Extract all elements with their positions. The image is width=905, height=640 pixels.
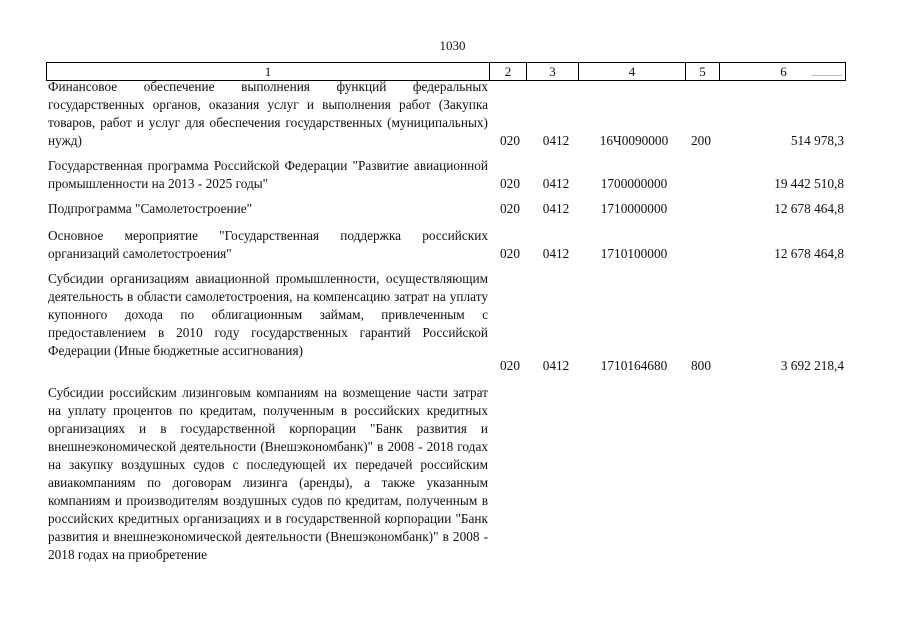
row-code-4: 16Ч0090000 <box>599 133 669 148</box>
row-amount: 12 678 464,8 <box>774 246 844 261</box>
scan-mark <box>812 75 842 76</box>
row-code-3: 0412 <box>542 176 570 191</box>
row-code-4: 1700000000 <box>600 176 668 191</box>
row-code-3: 0412 <box>542 246 570 261</box>
row-code-3: 0412 <box>542 201 570 216</box>
row-code-2: 020 <box>500 133 520 148</box>
row-code-5 <box>687 384 715 402</box>
row-code-4: 1710000000 <box>600 201 668 216</box>
row-amount: 19 442 510,8 <box>774 176 844 191</box>
row-description: Финансовое обеспечение выполнения функций федеральных государственных органов, оказания услуг и выполнения работ (Закупка товаров, работ и услуг для обеспечения государственных (муниципальных) нужд) <box>48 79 488 148</box>
row-amount <box>722 384 844 402</box>
header-col-1: 1 <box>47 63 490 80</box>
row-amount: 514 978,3 <box>790 133 844 148</box>
row-description: Основное мероприятие "Государственная поддержка российских организаций самолетостроения" <box>48 228 488 261</box>
row-code-5 <box>687 200 715 218</box>
row-code-4 <box>591 384 677 402</box>
page-number: 1030 <box>439 38 466 53</box>
row-code-3 <box>536 384 576 402</box>
header-col-2: 2 <box>490 63 527 80</box>
header-col-5: 5 <box>686 63 720 80</box>
row-code-3: 0412 <box>542 358 570 373</box>
row-code-2: 020 <box>500 246 520 261</box>
row-amount: 3 692 218,4 <box>780 358 844 373</box>
row-description: Субсидии организациям авиационной промышленности, осуществляющим деятельность в области самолетостроения, на компенсацию затрат на уплату купонного дохода по облигационным займам, привлеченным с предоставлением в 2010 году государственных гарантий Российской Федерации (Иные бюджетные ассигнования) <box>48 271 488 358</box>
header-col-3: 3 <box>527 63 579 80</box>
header-col-4: 4 <box>579 63 686 80</box>
row-code-5: 800 <box>691 358 711 373</box>
row-code-4: 1710100000 <box>600 246 668 261</box>
row-code-2 <box>497 384 523 402</box>
row-code-5 <box>687 175 715 193</box>
row-amount: 12 678 464,8 <box>774 201 844 216</box>
row-code-2: 020 <box>500 358 520 373</box>
row-description: Субсидии российским лизинговым компаниям на возмещение части затрат на уплату процентов по кредитам, полученным в российских кредитных организациях и в государственной корпорации "Банк развития и внешнеэкономической деятельности (Внешэкономбанк)" в 2008 - 2018 годах на закупку воздушных судов с последующей их передачей российским авиакомпаниям по договорам лизинга (аренды), а также указанным компаниям и производителям воздушных судов по кредитам, полученным в российских кредитных организациях и в государственной корпорации "Банк развития и внешнеэкономической деятельности (Внешэкономбанк)" в 2008 - 2018 годах на приобретение <box>48 385 488 562</box>
row-code-2: 020 <box>500 176 520 191</box>
row-description: Подпрограмма "Самолетостроение" <box>48 201 253 216</box>
header-col-6: 6 <box>780 64 787 79</box>
row-description: Государственная программа Российской Федерации "Развитие авиационной промышленности на 2013 - 2025 годы" <box>48 158 488 191</box>
row-code-5 <box>687 245 715 263</box>
row-code-4: 1710164680 <box>600 358 668 373</box>
row-code-5: 200 <box>691 133 711 148</box>
row-code-2: 020 <box>500 201 520 216</box>
row-code-3: 0412 <box>542 133 570 148</box>
